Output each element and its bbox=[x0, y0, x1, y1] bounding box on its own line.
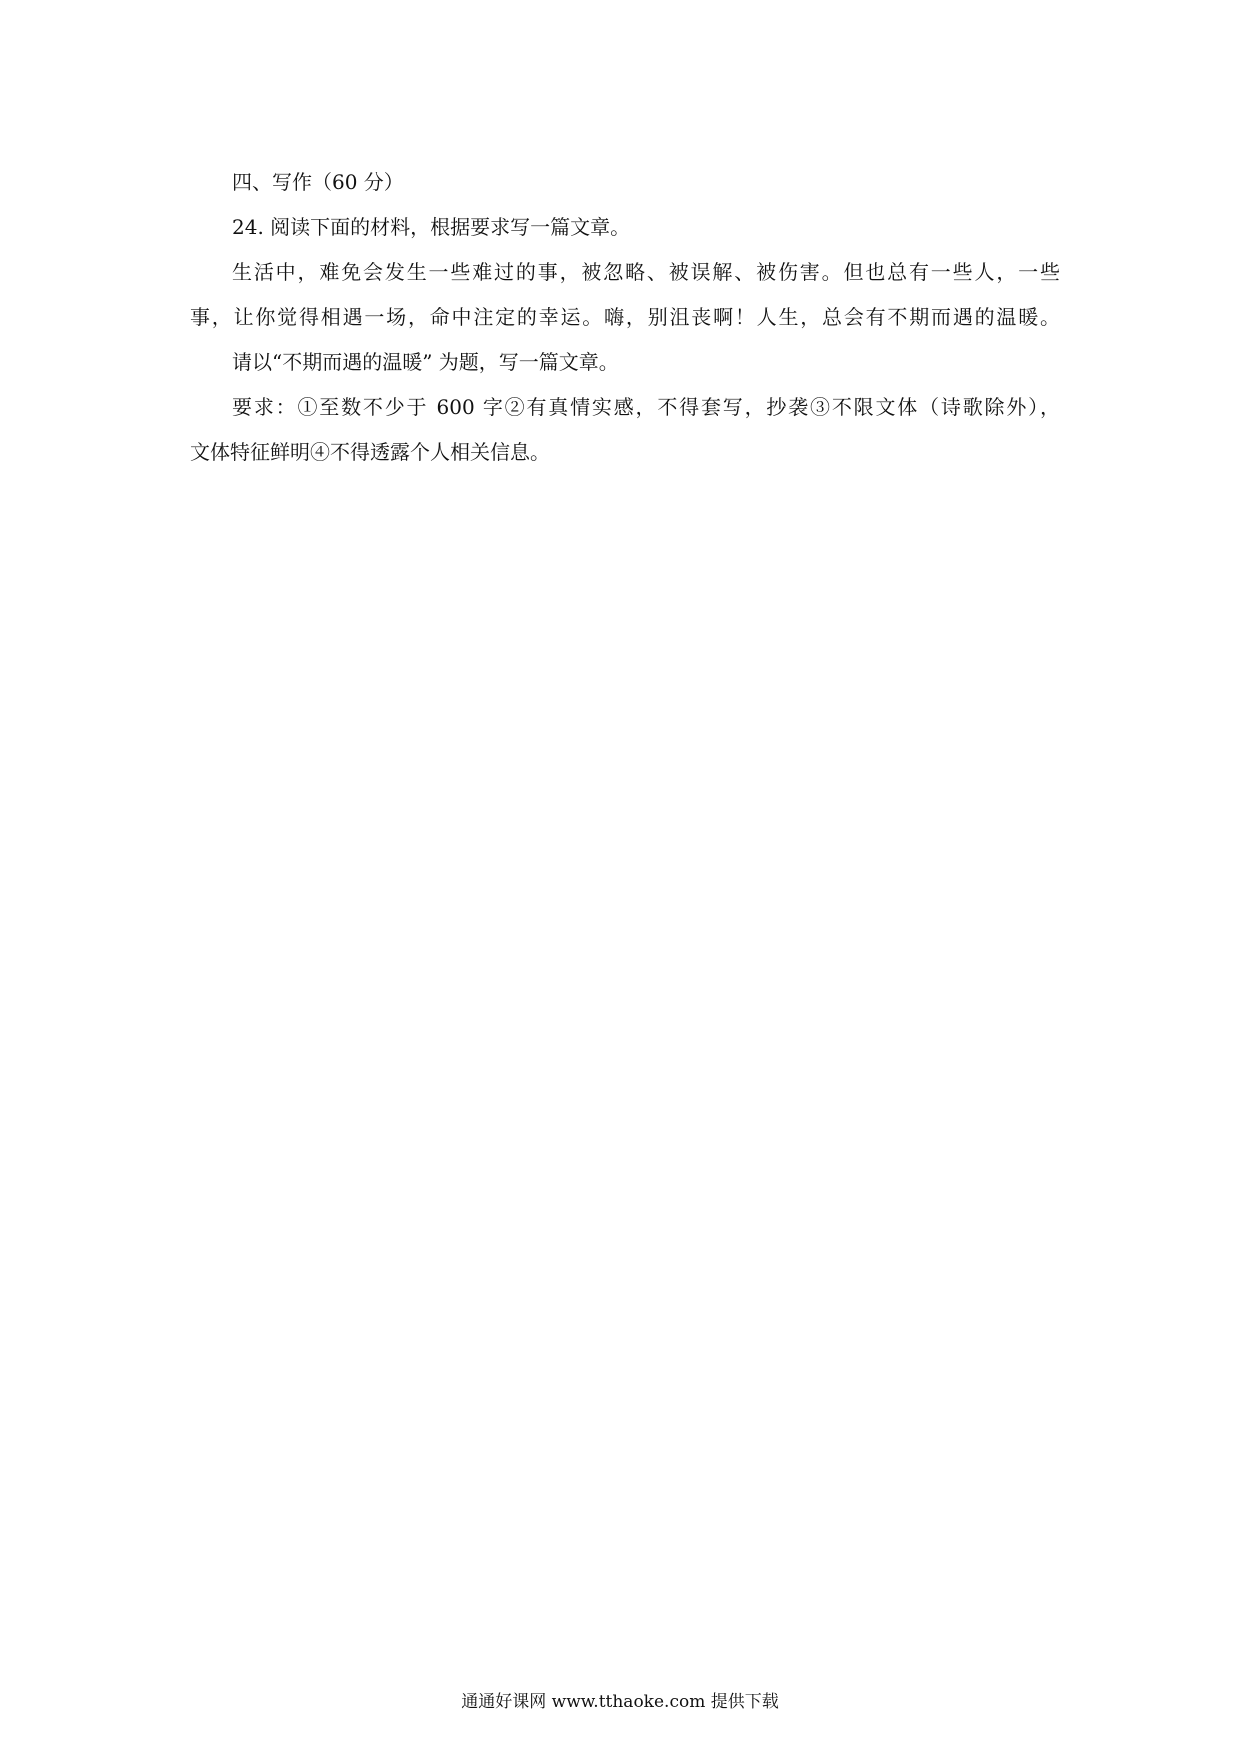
section-heading: 四、写作（60 分） bbox=[232, 170, 404, 194]
material-line-1: 生活中，难免会发生一些难过的事，被忽略、被误解、被伤害。但也总有一些人，一些 bbox=[232, 260, 1060, 284]
writing-section bbox=[190, 160, 1060, 475]
writing-prompt: 请以“不期而遇的温暖” 为题，写一篇文章。 bbox=[232, 350, 619, 374]
material-line-2: 事，让你觉得相遇一场，命中注定的幸运。嗨，别沮丧啊！人生，总会有不期而遇的温暖。 bbox=[190, 305, 1060, 329]
requirements-line-2: 文体特征鲜明④不得透露个人相关信息。 bbox=[190, 440, 550, 464]
requirements-line-1: 要求：①至数不少于 600 字②有真情实感，不得套写，抄袭③不限文体（诗歌除外）， bbox=[232, 395, 1060, 419]
download-footer: 通通好课网 www.tthaoke.com 提供下载 bbox=[461, 1692, 779, 1712]
question-24: 24. 阅读下面的材料，根据要求写一篇文章。 bbox=[232, 215, 631, 239]
